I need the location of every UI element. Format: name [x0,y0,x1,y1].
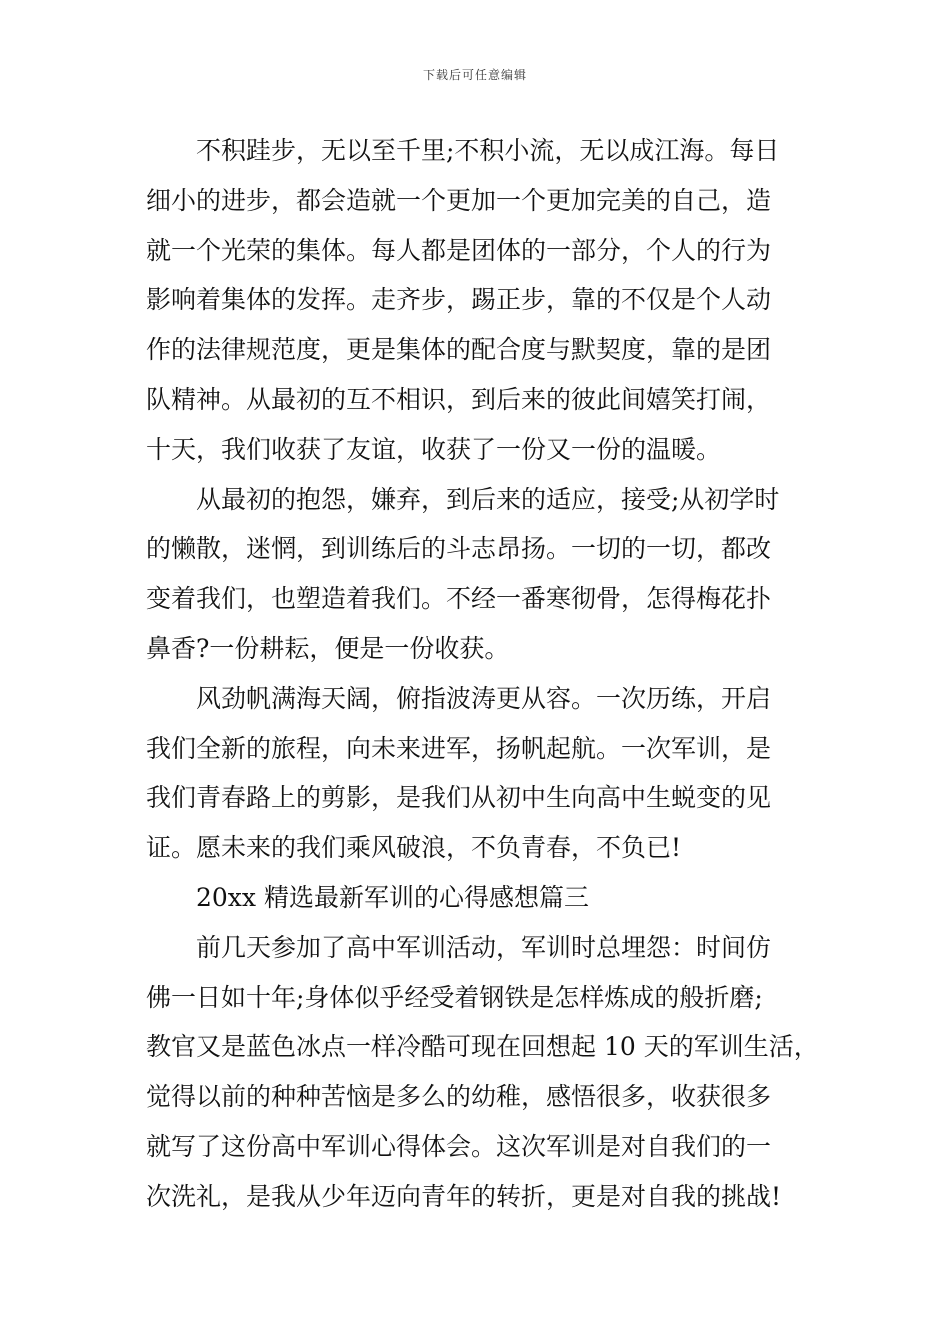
text-line: 变着我们，也塑造着我们。不经一番寒彻骨，怎得梅花扑 [146,584,772,614]
header-note: 下载后可任意编辑 [422,68,527,82]
text-line: 队精神。从最初的互不相识，到后来的彼此间嬉笑打闹， [146,384,772,414]
text-line: 风劲帆满海天阔，俯指波涛更从容。一次历练，开启 [196,683,772,713]
text-line: 前几天参加了高中军训活动，军训时总埋怨：时间仿 [196,932,772,962]
text-line: 佛一日如十年;身体似乎经受着钢铁是怎样炼成的般折磨; [146,982,763,1012]
text-line: 就写了这份高中军训心得体会。这次军训是对自我们的一 [146,1131,772,1161]
body-text [146,126,819,1222]
text-line: 就一个光荣的集体。每人都是团体的一部分，个人的行为 [146,235,772,265]
text-line: 觉得以前的种种苦恼是多么的幼稚，感悟很多，收获很多 [146,1082,772,1112]
text-line: 作的法律规范度，更是集体的配合度与默契度，靠的是团 [146,335,772,365]
text-line: 不积跬步，无以至千里;不积小流，无以成江海。每日 [196,136,780,165]
text-line: 教官又是蓝色冰点一样冷酷可现在回想起 10 天的军训生活， [146,1032,819,1062]
text-line: 细小的进步，都会造就一个更加一个更加完美的自己，造 [146,185,772,215]
text-line: 的懒散，迷惘，到训练后的斗志昂扬。一切的一切，都改 [146,534,772,564]
text-line: 影响着集体的发挥。走齐步，踢正步，靠的不仅是个人动 [146,285,772,315]
text-line: 十天，我们收获了友谊，收获了一份又一份的温暖。 [146,434,722,464]
text-line: 鼻香?一份耕耘，便是一份收获。 [146,633,510,663]
text-line: 证。愿未来的我们乘风破浪，不负青春，不负已! [146,833,682,863]
text-line: 次洗礼，是我从少年迈向青年的转折，更是对自我的挑战! [146,1181,782,1211]
section-heading: 20xx 精选最新军训的心得感想篇三 [196,882,589,912]
text-line: 我们青春路上的剪影，是我们从初中生向高中生蜕变的见 [146,783,772,813]
text-line: 我们全新的旅程，向未来进军，扬帆起航。一次军训，是 [146,733,772,763]
text-line: 从最初的抱怨，嫌弃，到后来的适应，接受;从初学时 [196,484,780,514]
